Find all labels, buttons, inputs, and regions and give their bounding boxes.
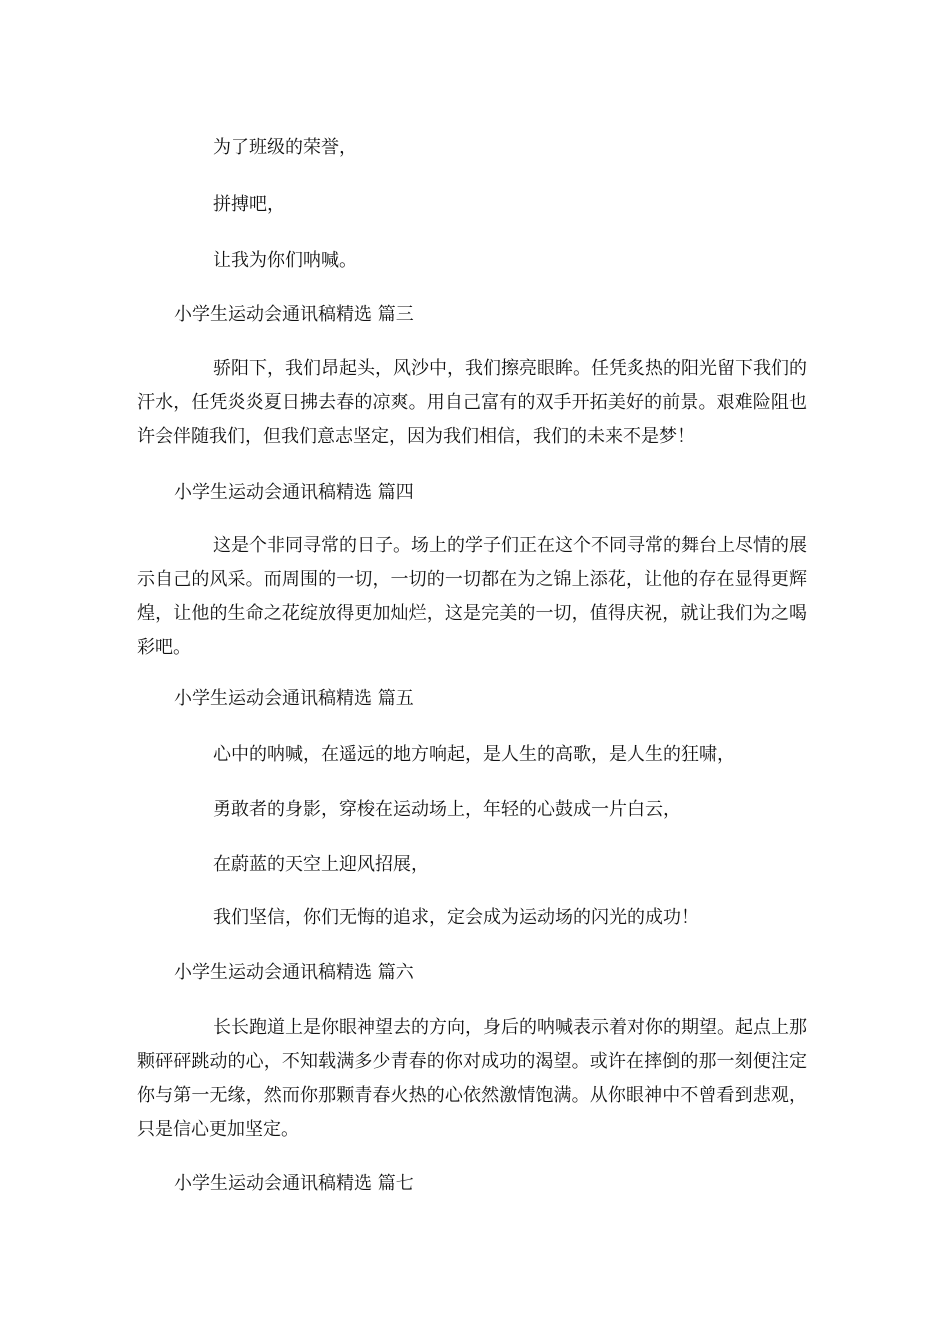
section5-line-2: 勇敢者的身影，穿梭在运动场上，年轻的心鼓成一片白云， (213, 799, 681, 820)
section-body-4: 这是个非同寻常的日子。场上的学子们正在这个不同寻常的舞台上尽情的展示自己的风采。而周围的一切，一切的一切都在为之锦上添花，让他的存在显得更辉煌，让他的生命之花绽放得更加灿烂，这是完美的一切，值得庆祝，就让我们为之喝彩吧。 (137, 535, 807, 658)
section-heading-3: 小学生运动会通讯稿精选 篇三 (174, 304, 414, 325)
section5-line-1: 心中的呐喊，在遥远的地方响起，是人生的高歌，是人生的狂啸， (213, 744, 735, 765)
section5-line-4: 我们坚信，你们无悔的追求，定会成为运动场的闪光的成功！ (213, 907, 699, 928)
section-body-3: 骄阳下，我们昂起头，风沙中，我们擦亮眼眸。任凭炙热的阳光留下我们的汗水，任凭炎炎夏日拂去春的凉爽。用自己富有的双手开拓美好的前景。艰难险阻也许会伴随我们，但我们意志坚定，因为我们相信，我们的未来不是梦！ (137, 358, 807, 447)
section-heading-7: 小学生运动会通讯稿精选 篇七 (174, 1173, 414, 1194)
section5-line-3: 在蔚蓝的天空上迎风招展， (213, 854, 429, 875)
section-body-6: 长长跑道上是你眼神望去的方向，身后的呐喊表示着对你的期望。起点上那颗砰砰跳动的心，不知载满多少青春的你对成功的渴望。或许在摔倒的那一刻便注定你与第一无缘，然而你那颗青春火热的心依然激情饱满。从你眼神中不曾看到悲观，只是信心更加坚定。 (137, 1017, 807, 1140)
section-heading-5: 小学生运动会通讯稿精选 篇五 (174, 688, 414, 709)
poem-line-3: 让我为你们呐喊。 (213, 250, 357, 271)
section-heading-4: 小学生运动会通讯稿精选 篇四 (174, 482, 414, 503)
poem-line-2: 拼搏吧， (213, 194, 285, 215)
section-heading-6: 小学生运动会通讯稿精选 篇六 (174, 962, 414, 983)
poem-line-1: 为了班级的荣誉， (213, 137, 357, 158)
